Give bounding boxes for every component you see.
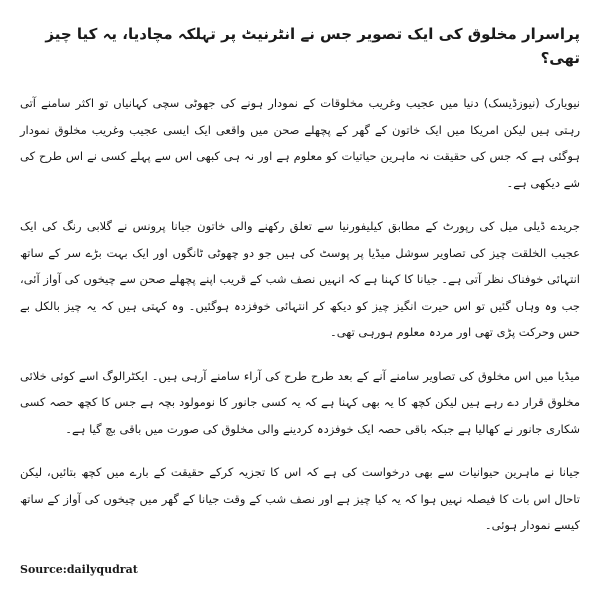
article-paragraph-3: میڈیا میں اس مخلوق کی تصاویر سامنے آنے کے بعد طرح طرح کی آراء سامنے آرہی ہیں۔ ایکٹرالوگ اسے کوئی خلائی مخلوق قرار دے رہے ہیں لیکن کچھ کا یہ بھی کہنا ہے کہ یہ کسی جانور کا نومولود بچہ ہے جس کا کچھ حصہ کسی شکاری جانور نے کھالیا ہے جبکہ باقی حصہ ایک خوفزدہ کردینے والی مخلوق کی صورت میں باقی بچ گیا ہے۔ [20,368,580,436]
article-paragraph-2: جریدے ڈیلی میل کی رپورٹ کے مطابق کیلیفورنیا سے تعلق رکھنے والی خاتون جیانا پرونس نے گلابی رنگ کی ایک عجیب الخلقت چیز کی تصاویر سوشل میڈیا پر پوسٹ کی ہیں جو دو چھوٹی ٹانگوں اور ایک بہت بڑے سر کے ساتھ انتہائی خوفناک نظر آتی ہے۔ جیانا کا کہنا ہے کہ انہیں نصف شب کے قریب اپنے پچھلے صحن سے چیخوں کی آواز آئی، جب وہ وہاں گئیں تو اس حیرت انگیز چیز کو دیکھ کر انتہائی خوفزدہ ہوگئیں۔ وہ کہتی ہیں کہ یہ چیز بالکل بے حس وحرکت پڑی تھی اور مردہ معلوم ہورہی تھی۔ [20,219,580,339]
article-paragraph-4: جیانا نے ماہرین حیوانیات سے بھی درخواست کی ہے کہ اس کا تجزیہ کرکے حقیقت کے بارے میں کچھ بتائیں، لیکن تاحال اس بات کا فیصلہ نہیں ہوا کہ یہ کیا چیز ہے اور نصف شب کے وقت جیانا کے گھر میں چیخوں کی آواز کے ساتھ کیسے نمودار ہوئی۔ [20,465,580,532]
article-title: پراسرار مخلوق کی ایک تصویر جس نے انٹرنیٹ پر تہلکہ مچادیا، یہ کیا چیز تھی؟ [45,25,580,67]
article-paragraph-1: نیویارک (نیوزڈیسک) دنیا میں عجیب وغریب مخلوقات کے نمودار ہونے کی جھوٹی سچی کہانیاں تو اکثر سامنے آتی رہتی ہیں لیکن امریکا میں ایک خاتون کے گھر کے پچھلے صحن میں واقعی ایک ایسی عجیب وغریب مخلوق نمودار ہوگئی ہے کہ جس کی حقیقت نہ ماہرین حیاتیات کو معلوم ہے اور نہ ہی کبھی اس سے پہلے کسی نے اس طرح کی شے دیکھی ہے۔ [20,96,580,190]
source-credit: Source:dailyqudrat [20,563,138,576]
